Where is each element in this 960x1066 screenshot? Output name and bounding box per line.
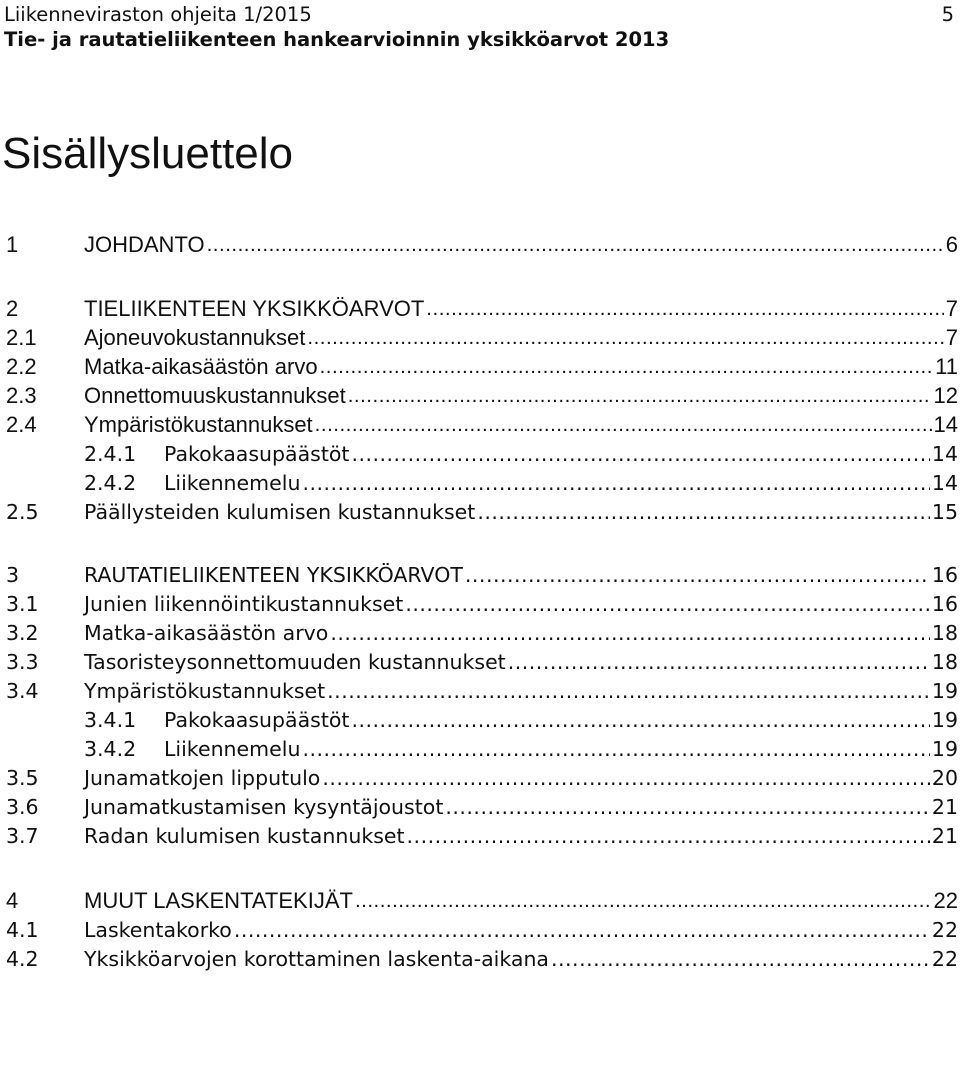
dot-leader [320,354,934,380]
toc-entry[interactable] [0,823,960,849]
dot-leader [322,765,930,791]
toc-entry-number: 2.4.2 [84,471,137,495]
toc-entry-page: 12 [933,383,958,408]
toc-entry[interactable] [0,441,960,467]
toc-entry[interactable] [0,736,960,762]
toc-entry-label: Päällysteiden kulumisen kustannukset [84,500,476,524]
toc-entry[interactable] [0,591,960,617]
document-subtitle: Tie- ja rautatieliikenteen hankearvioinnin yksikköarvot 2013 [4,28,670,51]
toc-entry-label: Ympäristökustannukset [84,412,313,437]
toc-entry-page: 11 [935,354,958,379]
dot-leader [307,325,943,351]
dot-leader [315,412,932,438]
toc-entry-number: 4 [6,888,19,913]
toc-entry-label: Laskentakorko [84,918,232,942]
toc-entry[interactable] [0,383,960,409]
toc-entry-label: JOHDANTO [84,232,205,257]
toc-entry-page: 15 [931,500,958,524]
toc-entry-label: Pakokaasupäästöt [164,708,350,732]
toc-entry-number: 2.3 [6,383,37,408]
toc-entry[interactable] [0,296,960,322]
toc-entry-page: 22 [933,888,958,913]
toc-entry-number: 3.2 [6,621,39,645]
toc-entry-number: 2 [6,296,19,321]
toc-entry-label: Radan kulumisen kustannukset [84,824,405,848]
toc-entry-label: Junamatkustamisen kysyntäjoustot [84,795,444,819]
toc-entry[interactable] [0,325,960,351]
dot-leader [445,794,930,820]
dot-leader [351,707,929,733]
toc-entry-label: Onnettomuuskustannukset [84,383,346,408]
toc-entry-label: Liikennemelu [164,737,301,761]
toc-entry-number: 3.1 [6,592,39,616]
toc-entry-number: 3.4.1 [84,708,137,732]
toc-entry-label: Tasoristeysonnettomuuden kustannukset [84,650,506,674]
toc-entry-label: Matka-aikasäästön arvo [84,621,329,645]
dot-leader [465,562,930,588]
toc-entry[interactable] [0,649,960,675]
toc-entry[interactable] [0,888,960,914]
dot-leader [348,383,932,409]
toc-entry-page: 18 [931,621,958,645]
dot-leader [407,823,930,849]
toc-entry-number: 2.5 [6,500,39,524]
toc-entry-label: Ympäristökustannukset [84,679,326,703]
dot-leader [234,917,930,943]
toc-entry[interactable] [0,765,960,791]
toc-entry-page: 18 [931,650,958,674]
toc-entry[interactable] [0,499,960,525]
toc-entry-page: 14 [931,471,958,495]
toc-entry-number: 2.4 [6,412,37,437]
toc-entry-page: 21 [931,824,958,848]
dot-leader [405,591,930,617]
toc-entry[interactable] [0,412,960,438]
toc-entry-page: 7 [945,296,958,321]
toc-entry[interactable] [0,794,960,820]
toc-entry-label: Ajoneuvokustannukset [84,325,306,350]
dot-leader [327,678,930,704]
toc-entry-number: 3 [6,563,20,587]
toc-entry-page: 6 [945,232,958,257]
toc-entry-number: 3.5 [6,766,39,790]
running-header [4,4,958,51]
toc-entry[interactable] [0,678,960,704]
toc-entry-label: Pakokaasupäästöt [164,442,350,466]
toc-entry[interactable] [0,470,960,496]
toc-entry[interactable] [0,917,960,943]
toc-entry-label: TIELIIKENTEEN YKSIKKÖARVOT [84,296,425,321]
toc-entry-label: Junamatkojen lipputulo [84,766,321,790]
publication-line: Liikenneviraston ohjeita 1/2015 [4,3,312,26]
toc-entry-number: 2.4.1 [84,442,137,466]
toc-entry-page: 19 [931,679,958,703]
toc-entry[interactable] [0,562,960,588]
toc-entry-page: 22 [931,947,958,971]
toc-entry-page: 19 [931,708,958,732]
dot-leader [330,620,930,646]
toc-entry-number: 3.6 [6,795,39,819]
toc-entry-number: 3.4 [6,679,39,703]
dot-leader [355,888,932,914]
toc-entry-page: 14 [931,442,958,466]
toc-entry-number: 4.1 [6,918,39,942]
toc-entry-label: Junien liikennöintikustannukset [84,592,404,616]
toc-entry[interactable] [0,232,960,258]
toc-entry[interactable] [0,620,960,646]
toc-entry[interactable] [0,946,960,972]
toc-entry-label: Liikennemelu [164,471,301,495]
toc-entry-page: 20 [931,766,958,790]
toc-entry-number: 2.2 [6,354,37,379]
page-number: 5 [941,3,954,26]
toc-entry-number: 1 [6,232,19,257]
toc-entry-page: 19 [931,737,958,761]
toc-entry-page: 16 [931,563,958,587]
toc-entry-label: MUUT LASKENTATEKIJÄT [84,888,353,913]
toc-entry-number: 3.7 [6,824,39,848]
dot-leader [477,499,930,525]
toc-entry-number: 4.2 [6,947,39,971]
toc-entry-page: 16 [931,592,958,616]
toc-entry[interactable] [0,354,960,380]
toc-entry-number: 3.3 [6,650,39,674]
page-title: Sisällysluettelo [2,129,294,178]
toc-entry-page: 14 [933,412,958,437]
toc-entry-page: 21 [931,795,958,819]
toc-entry-label: Yksikköarvojen korottaminen laskenta-aikana [84,947,549,971]
dot-leader [302,736,929,762]
toc-entry-number: 2.1 [6,325,37,350]
dot-leader [207,232,944,258]
toc-entry-page: 7 [945,325,958,350]
dot-leader [302,470,929,496]
dot-leader [508,649,930,675]
dot-leader [351,441,929,467]
toc-entry-label: Matka-aikasäästön arvo [84,354,318,379]
dot-leader [426,296,943,322]
toc-entry-number: 3.4.2 [84,737,137,761]
toc-entry-page: 22 [931,918,958,942]
dot-leader [551,946,930,972]
toc-entry[interactable] [0,707,960,733]
toc-entry-label: RAUTATIELIIKENTEEN YKSIKKÖARVOT [84,563,463,587]
